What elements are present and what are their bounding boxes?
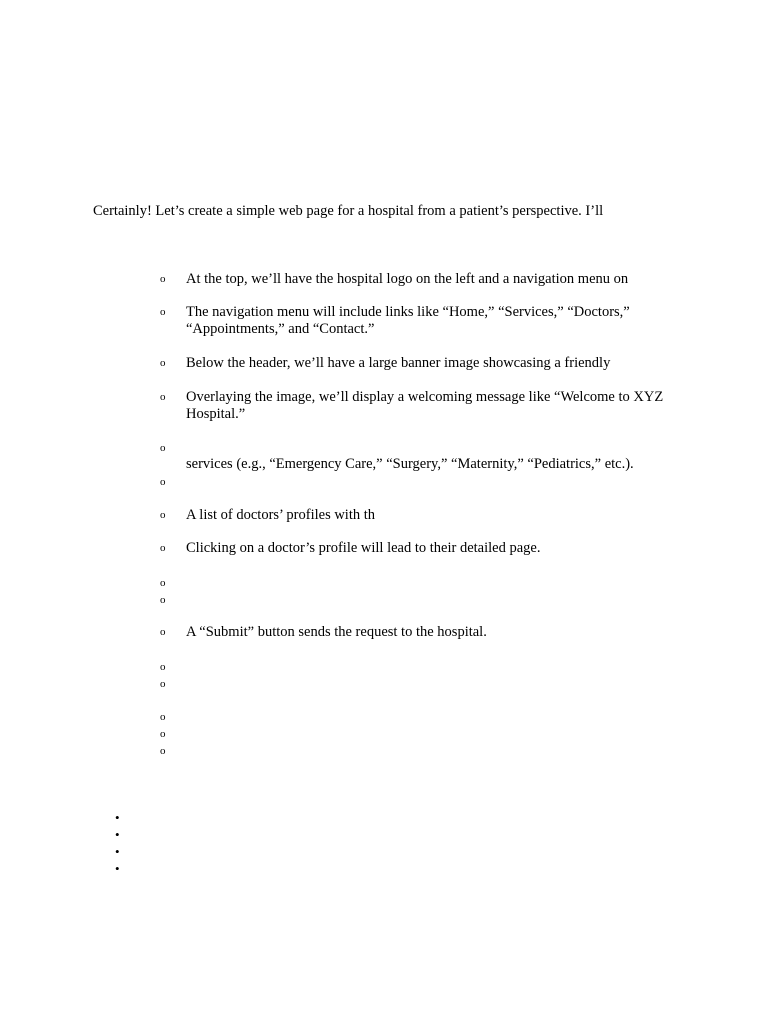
- list-item-text: services (e.g., “Emergency Care,” “Surgery,” “Maternity,” “Pediatrics,” etc.).: [186, 456, 634, 472]
- circle-bullet-icon: o: [160, 442, 166, 454]
- circle-bullet-icon: o: [160, 711, 166, 723]
- circle-bullet-icon: o: [160, 357, 166, 369]
- bullet-icon: •: [115, 844, 120, 859]
- circle-bullet-icon: o: [160, 678, 166, 690]
- circle-bullet-icon: o: [160, 509, 166, 521]
- list-item-text: Below the header, we’ll have a large banner image showcasing a friendly: [186, 355, 611, 371]
- circle-bullet-icon: o: [160, 661, 166, 673]
- list-item-text: Overlaying the image, we’ll display a welcoming message like “Welcome to XYZ Hospital.”: [186, 389, 664, 422]
- intro-paragraph: Certainly! Let’s create a simple web page for a hospital from a patient’s perspective. I’ll: [93, 203, 604, 219]
- circle-bullet-icon: o: [160, 594, 166, 606]
- bullet-icon: •: [115, 861, 120, 876]
- list-item-text: At the top, we’ll have the hospital logo on the left and a navigation menu on: [186, 271, 629, 287]
- bullet-icon: •: [115, 810, 120, 825]
- bullet-icon: •: [115, 827, 120, 842]
- list-item-text: A “Submit” button sends the request to the hospital.: [186, 624, 487, 640]
- circle-bullet-icon: o: [160, 306, 166, 318]
- circle-bullet-icon: o: [160, 391, 166, 403]
- list-item-text: Clicking on a doctor’s profile will lead to their detailed page.: [186, 540, 541, 556]
- circle-bullet-icon: o: [160, 577, 166, 589]
- circle-bullet-icon: o: [160, 542, 166, 554]
- circle-bullet-icon: o: [160, 728, 166, 740]
- list-item-text: The navigation menu will include links like “Home,” “Services,” “Doctors,” “Appointments,” and “Contact.”: [186, 304, 630, 337]
- circle-bullet-icon: o: [160, 626, 166, 638]
- circle-bullet-icon: o: [160, 273, 166, 285]
- list-item-text: A list of doctors’ profiles with th: [186, 507, 376, 523]
- circle-bullet-icon: o: [160, 745, 166, 757]
- circle-bullet-icon: o: [160, 476, 166, 488]
